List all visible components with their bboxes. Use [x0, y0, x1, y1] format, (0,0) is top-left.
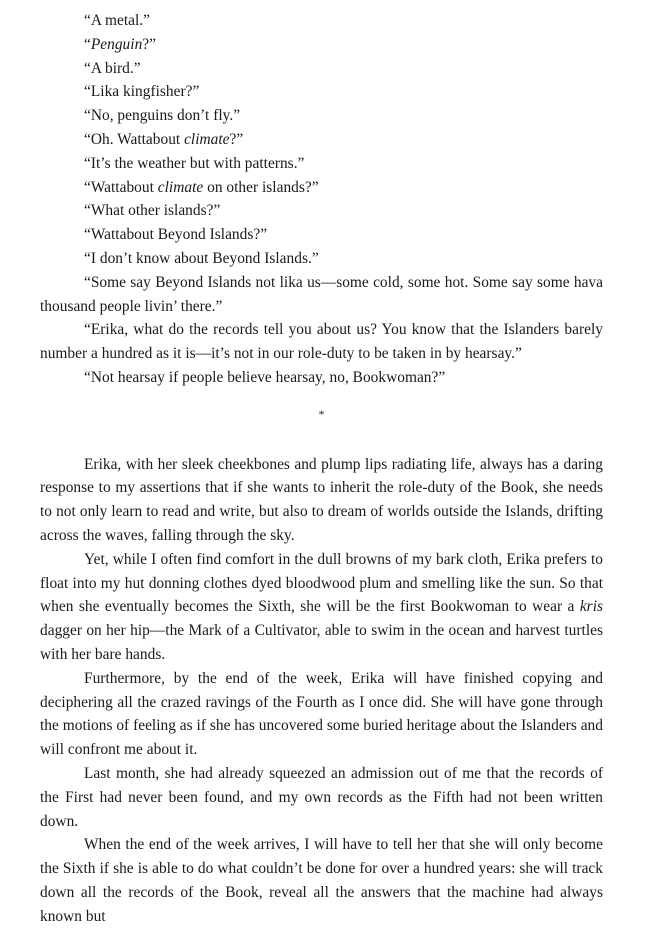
dialogue-line: “Some say Beyond Islands not lika us—some cold, some hot. Some say some hava thousand people livin’ there.”: [40, 273, 603, 315]
dialogue-line: “I don’t know about Beyond Islands.”: [84, 249, 319, 267]
dialogue-line: “It’s the weather but with patterns.”: [84, 154, 305, 172]
book-page: [40, 9, 603, 928]
prose-paragraph: Last month, she had already squeezed an admission out of me that the records of the First had never been found, and my own records as the Fifth had not been written down.: [40, 764, 603, 830]
prose-paragraph: Yet, while I often find comfort in the dull browns of my bark cloth, Erika prefers to float into my hut donning clothes dyed bloodwood plum and smelling like the sun. So that when she eventually becomes the Sixth, she will be the first Bookwoman to wear a kris dagger on her hip—the Mark of a Cultivator, able to swim in the ocean and harvest turtles with her bare hands.: [40, 550, 603, 663]
dialogue-line: “Lika kingfisher?”: [84, 83, 200, 101]
dialogue-line: “Wattabout climate on other islands?”: [84, 178, 319, 196]
dialogue-line: “A bird.”: [84, 59, 141, 77]
dialogue-line: “No, penguins don’t fly.”: [84, 107, 241, 125]
dialogue-line: “Not hearsay if people believe hearsay, no, Bookwoman?”: [84, 368, 446, 386]
dialogue-line: “Wattabout Beyond Islands?”: [84, 226, 268, 244]
prose-paragraph: Furthermore, by the end of the week, Erika will have finished copying and deciphering all the crazed ravings of the Fourth as I once did. She will have gone through the motions of feeling as if she has uncovered some buried heritage about the Islanders and will confront me about it.: [40, 669, 603, 759]
dialogue-line: “Erika, what do the records tell you about us? You know that the Islanders barely number a hundred as it is—it’s not in our role-duty to be taken in by hearsay.”: [40, 321, 603, 363]
dialogue-line: “Penguin?”: [84, 35, 156, 53]
dialogue-line: “A metal.”: [84, 12, 151, 29]
dialogue-line: “Oh. Wattabout climate?”: [84, 130, 244, 148]
dialogue-line: “What other islands?”: [84, 202, 221, 220]
prose-paragraph: When the end of the week arrives, I will have to tell her that she will only become the Sixth if she is able to do what couldn’t be done for over a hundred years: she will track down all the records of the Book, reveal all the answers that the machine had always known but: [40, 836, 603, 925]
section-separator: *: [318, 406, 325, 421]
prose-paragraph: Erika, with her sleek cheekbones and plump lips radiating life, always has a daring response to my assertions that if she wants to inherit the role-duty of the Book, she needs to not only learn to read and write, but also to dream of worlds outside the Islands, drifting across the waves, falling through the sky.: [40, 455, 603, 544]
